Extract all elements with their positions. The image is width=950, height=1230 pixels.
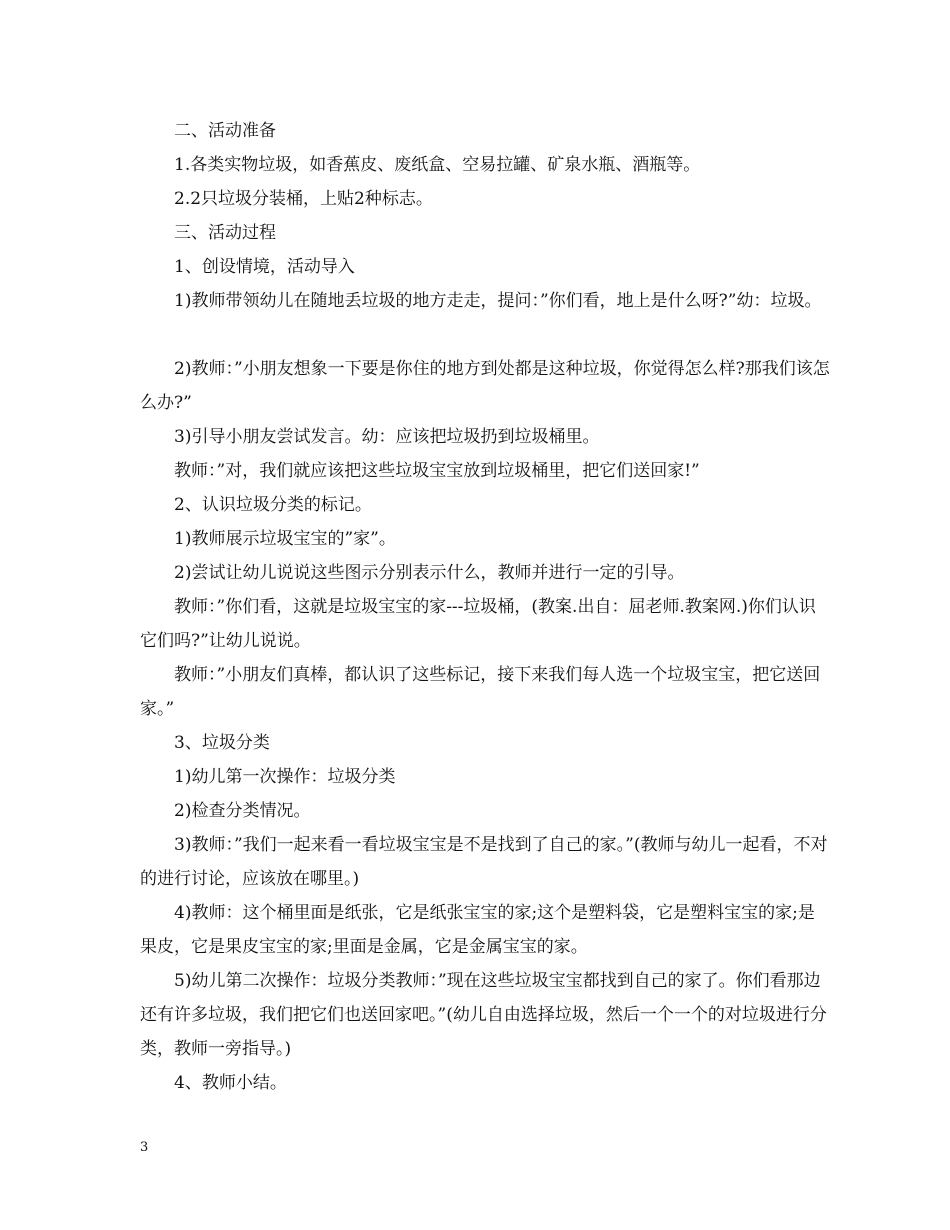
paragraph-item: 1)幼儿第一次操作：垃圾分类 (174, 767, 396, 787)
paragraph-section-heading-process: 三、活动过程 (174, 223, 276, 243)
paragraph-item: 3)引导小朋友尝试发言。幼：应该把垃圾扔到垃圾桶里。 (174, 427, 600, 447)
paragraph-item: 5)幼儿第二次操作：垃圾分类教师：”现在这些垃圾宝宝都找到自己的家了。你们看那边还有许多垃圾，我们把它们也送回家吧。”(幼儿自由选择垃圾，然后一个一个的对垃圾进行分类，教师一旁指导。) (140, 971, 827, 1059)
paragraph-item: 1)教师带领幼儿在随地丢垃圾的地方走走，提问：”你们看，地上是什么呀?”幼：垃圾。 (174, 291, 822, 311)
paragraph-subheading: 1、创设情境，活动导入 (174, 257, 355, 277)
paragraph-subheading: 3、垃圾分类 (174, 733, 270, 753)
paragraph-item: 4)教师：这个桶里面是纸张，它是纸张宝宝的家;这个是塑料袋，它是塑料宝宝的家;是果皮，它是果皮宝宝的家;里面是金属，它是金属宝宝的家。 (140, 903, 815, 957)
paragraph-item: 教师：”对，我们就应该把这些垃圾宝宝放到垃圾桶里，把它们送回家!” (174, 461, 700, 481)
paragraph-item: 2.2只垃圾分装桶，上贴2种标志。 (174, 189, 433, 209)
paragraph-section-heading-preparation: 二、活动准备 (174, 121, 276, 141)
paragraph-subheading: 2、认识垃圾分类的标记。 (174, 495, 372, 515)
paragraph-item: 1.各类实物垃圾，如香蕉皮、废纸盒、空易拉罐、矿泉水瓶、酒瓶等。 (174, 155, 701, 175)
page-number: 3 (140, 1140, 149, 1155)
paragraph-item: 3)教师：”我们一起来看一看垃圾宝宝是不是找到了自己的家。”(教师与幼儿一起看，不对的进行讨论，应该放在哪里。) (140, 835, 828, 889)
paragraph-item: 教师：”你们看，这就是垃圾宝宝的家---垃圾桶，(教案.出自：屈老师.教案网.)你们认识它们吗?”让幼儿说说。 (140, 597, 816, 651)
paragraph-item: 2)检查分类情况。 (174, 801, 311, 821)
paragraph-subheading: 4、教师小结。 (174, 1073, 287, 1093)
paragraph-item: 2)尝试让幼儿说说这些图示分别表示什么，教师并进行一定的引导。 (174, 563, 685, 583)
paragraph-item: 教师：”小朋友们真棒，都认识了这些标记，接下来我们每人选一个垃圾宝宝，把它送回家。” (140, 665, 821, 719)
paragraph-item: 2)教师：”小朋友想象一下要是你住的地方到处都是这种垃圾，你觉得怎么样?那我们该怎么办?” (140, 359, 830, 413)
paragraph-item: 1)教师展示垃圾宝宝的”家”。 (174, 529, 396, 549)
